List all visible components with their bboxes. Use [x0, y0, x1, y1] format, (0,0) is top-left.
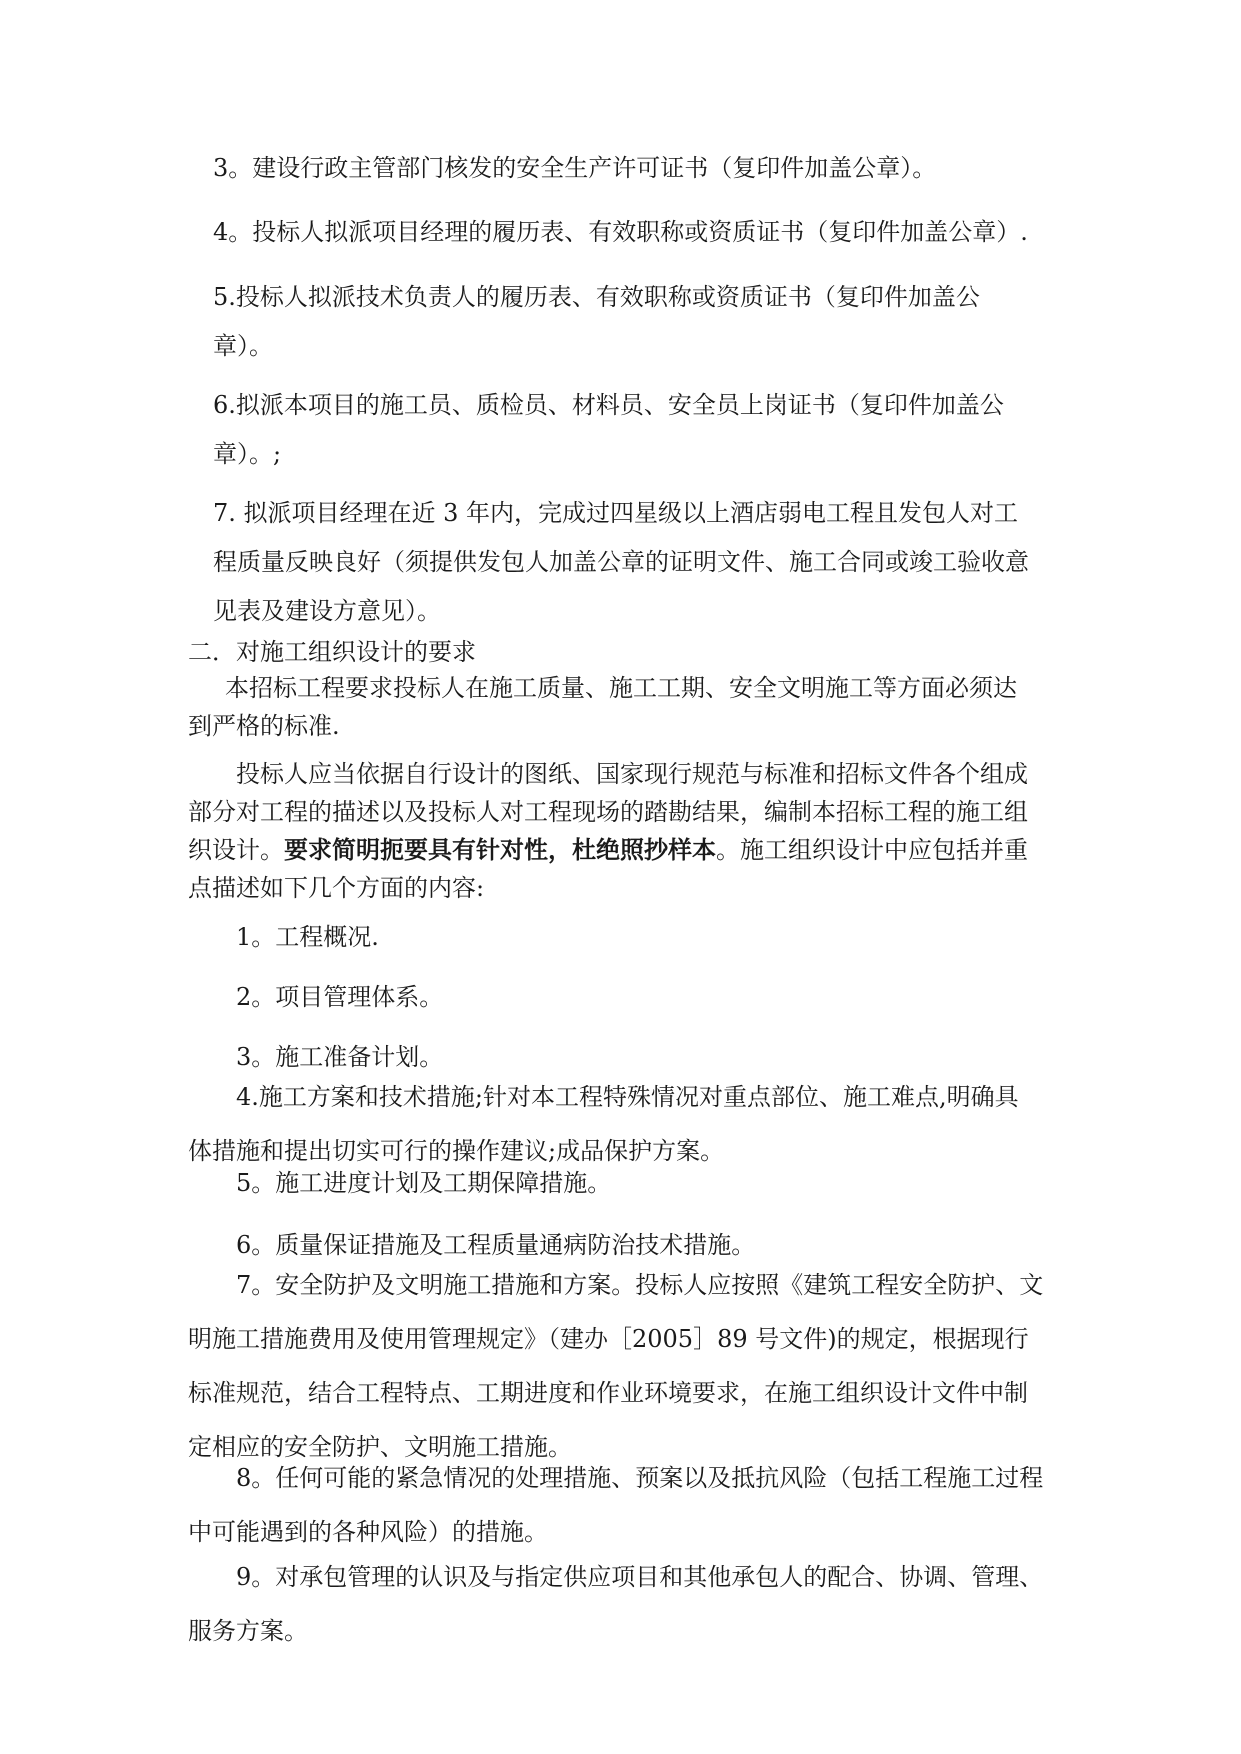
text-line: 3。施工准备计划。 [236, 1043, 444, 1071]
text-line: 体措施和提出切实可行的操作建议;成品保护方案。 [188, 1137, 725, 1165]
text-line: 9。对承包管理的认识及与指定供应项目和其他承包人的配合、协调、管理、 [236, 1563, 1044, 1591]
text-line: 中可能遇到的各种风险）的措施。 [188, 1518, 548, 1546]
text-line: 程质量反映良好（须提供发包人加盖公章的证明文件、施工合同或竣工验收意 [213, 548, 1029, 576]
text-line: 8。任何可能的紧急情况的处理措施、预案以及抵抗风险（包括工程施工过程 [236, 1464, 1044, 1492]
content-item-1 [236, 913, 379, 962]
text-line: 章）。; [213, 440, 282, 468]
section-paragraph [188, 755, 1028, 907]
text-line: 4。投标人拟派项目经理的履历表、有效职称或资质证书（复印件加盖公章）. [213, 218, 1028, 246]
text-line: 6。质量保证措施及工程质量通病防治技术措施。 [236, 1231, 756, 1259]
text-line: 到严格的标准. [188, 712, 340, 740]
text-line: 7。安全防护及文明施工措施和方案。投标人应按照《建筑工程安全防护、文 [236, 1271, 1044, 1299]
text-line: 2。项目管理体系。 [236, 983, 444, 1011]
text-segment: 。施工组织设计中应包括并重 [716, 836, 1028, 864]
text-line: 章）。 [213, 332, 273, 360]
text-line: 4.施工方案和技术措施;针对本工程特殊情况对重点部位、施工难点,明确具 [236, 1083, 1019, 1111]
text-line: 本招标工程要求投标人在施工质量、施工工期、安全文明施工等方面必须达 [225, 674, 1017, 702]
list-item-5 [213, 273, 980, 371]
content-item-5 [236, 1159, 611, 1208]
text-line [188, 831, 1028, 869]
text-line: 部分对工程的描述以及投标人对工程现场的踏勘结果，编制本招标工程的施工组 [188, 798, 1028, 826]
text-line: 服务方案。 [188, 1617, 308, 1645]
text-line: 定相应的安全防护、文明施工措施。 [188, 1433, 572, 1461]
list-item-4 [213, 208, 1028, 257]
list-item-6 [213, 381, 1004, 479]
text-line: 5.投标人拟派技术负责人的履历表、有效职称或资质证书（复印件加盖公 [213, 283, 980, 311]
text-line: 点描述如下几个方面的内容: [188, 874, 485, 902]
list-item-3 [213, 144, 936, 193]
text-segment: 织设计。 [188, 836, 284, 864]
text-line: 6.拟派本项目的施工员、质检员、材料员、安全员上岗证书（复印件加盖公 [213, 391, 1004, 419]
text-line: 标准规范，结合工程特点、工期进度和作业环境要求，在施工组织设计文件中制 [188, 1379, 1028, 1407]
emphasis-text: 要求简明扼要具有针对性，杜绝照抄样本 [284, 835, 716, 864]
list-item-7 [213, 489, 1029, 636]
text-line: 5。施工进度计划及工期保障措施。 [236, 1169, 612, 1197]
text-line: 投标人应当依据自行设计的图纸、国家现行规范与标准和招标文件各个组成 [236, 760, 1028, 788]
section-heading [188, 633, 476, 671]
content-item-7 [188, 1258, 1043, 1474]
text-line: 1。工程概况. [236, 923, 379, 951]
text-line: 见表及建设方意见）。 [213, 597, 441, 625]
section-heading-text: 二．对施工组织设计的要求 [188, 638, 476, 666]
content-item-2 [236, 973, 443, 1022]
text-line: 明施工措施费用及使用管理规定》（建办［2005］89 号文件)的规定，根据现行 [188, 1325, 1029, 1353]
content-item-9 [188, 1550, 1043, 1658]
text-line: 3。建设行政主管部门核发的安全生产许可证书（复印件加盖公章）。 [213, 154, 937, 182]
section-intro [188, 669, 1017, 745]
content-item-8 [188, 1451, 1043, 1559]
text-line: 7. 拟派项目经理在近 3 年内，完成过四星级以上酒店弱电工程且发包人对工 [213, 499, 1019, 527]
